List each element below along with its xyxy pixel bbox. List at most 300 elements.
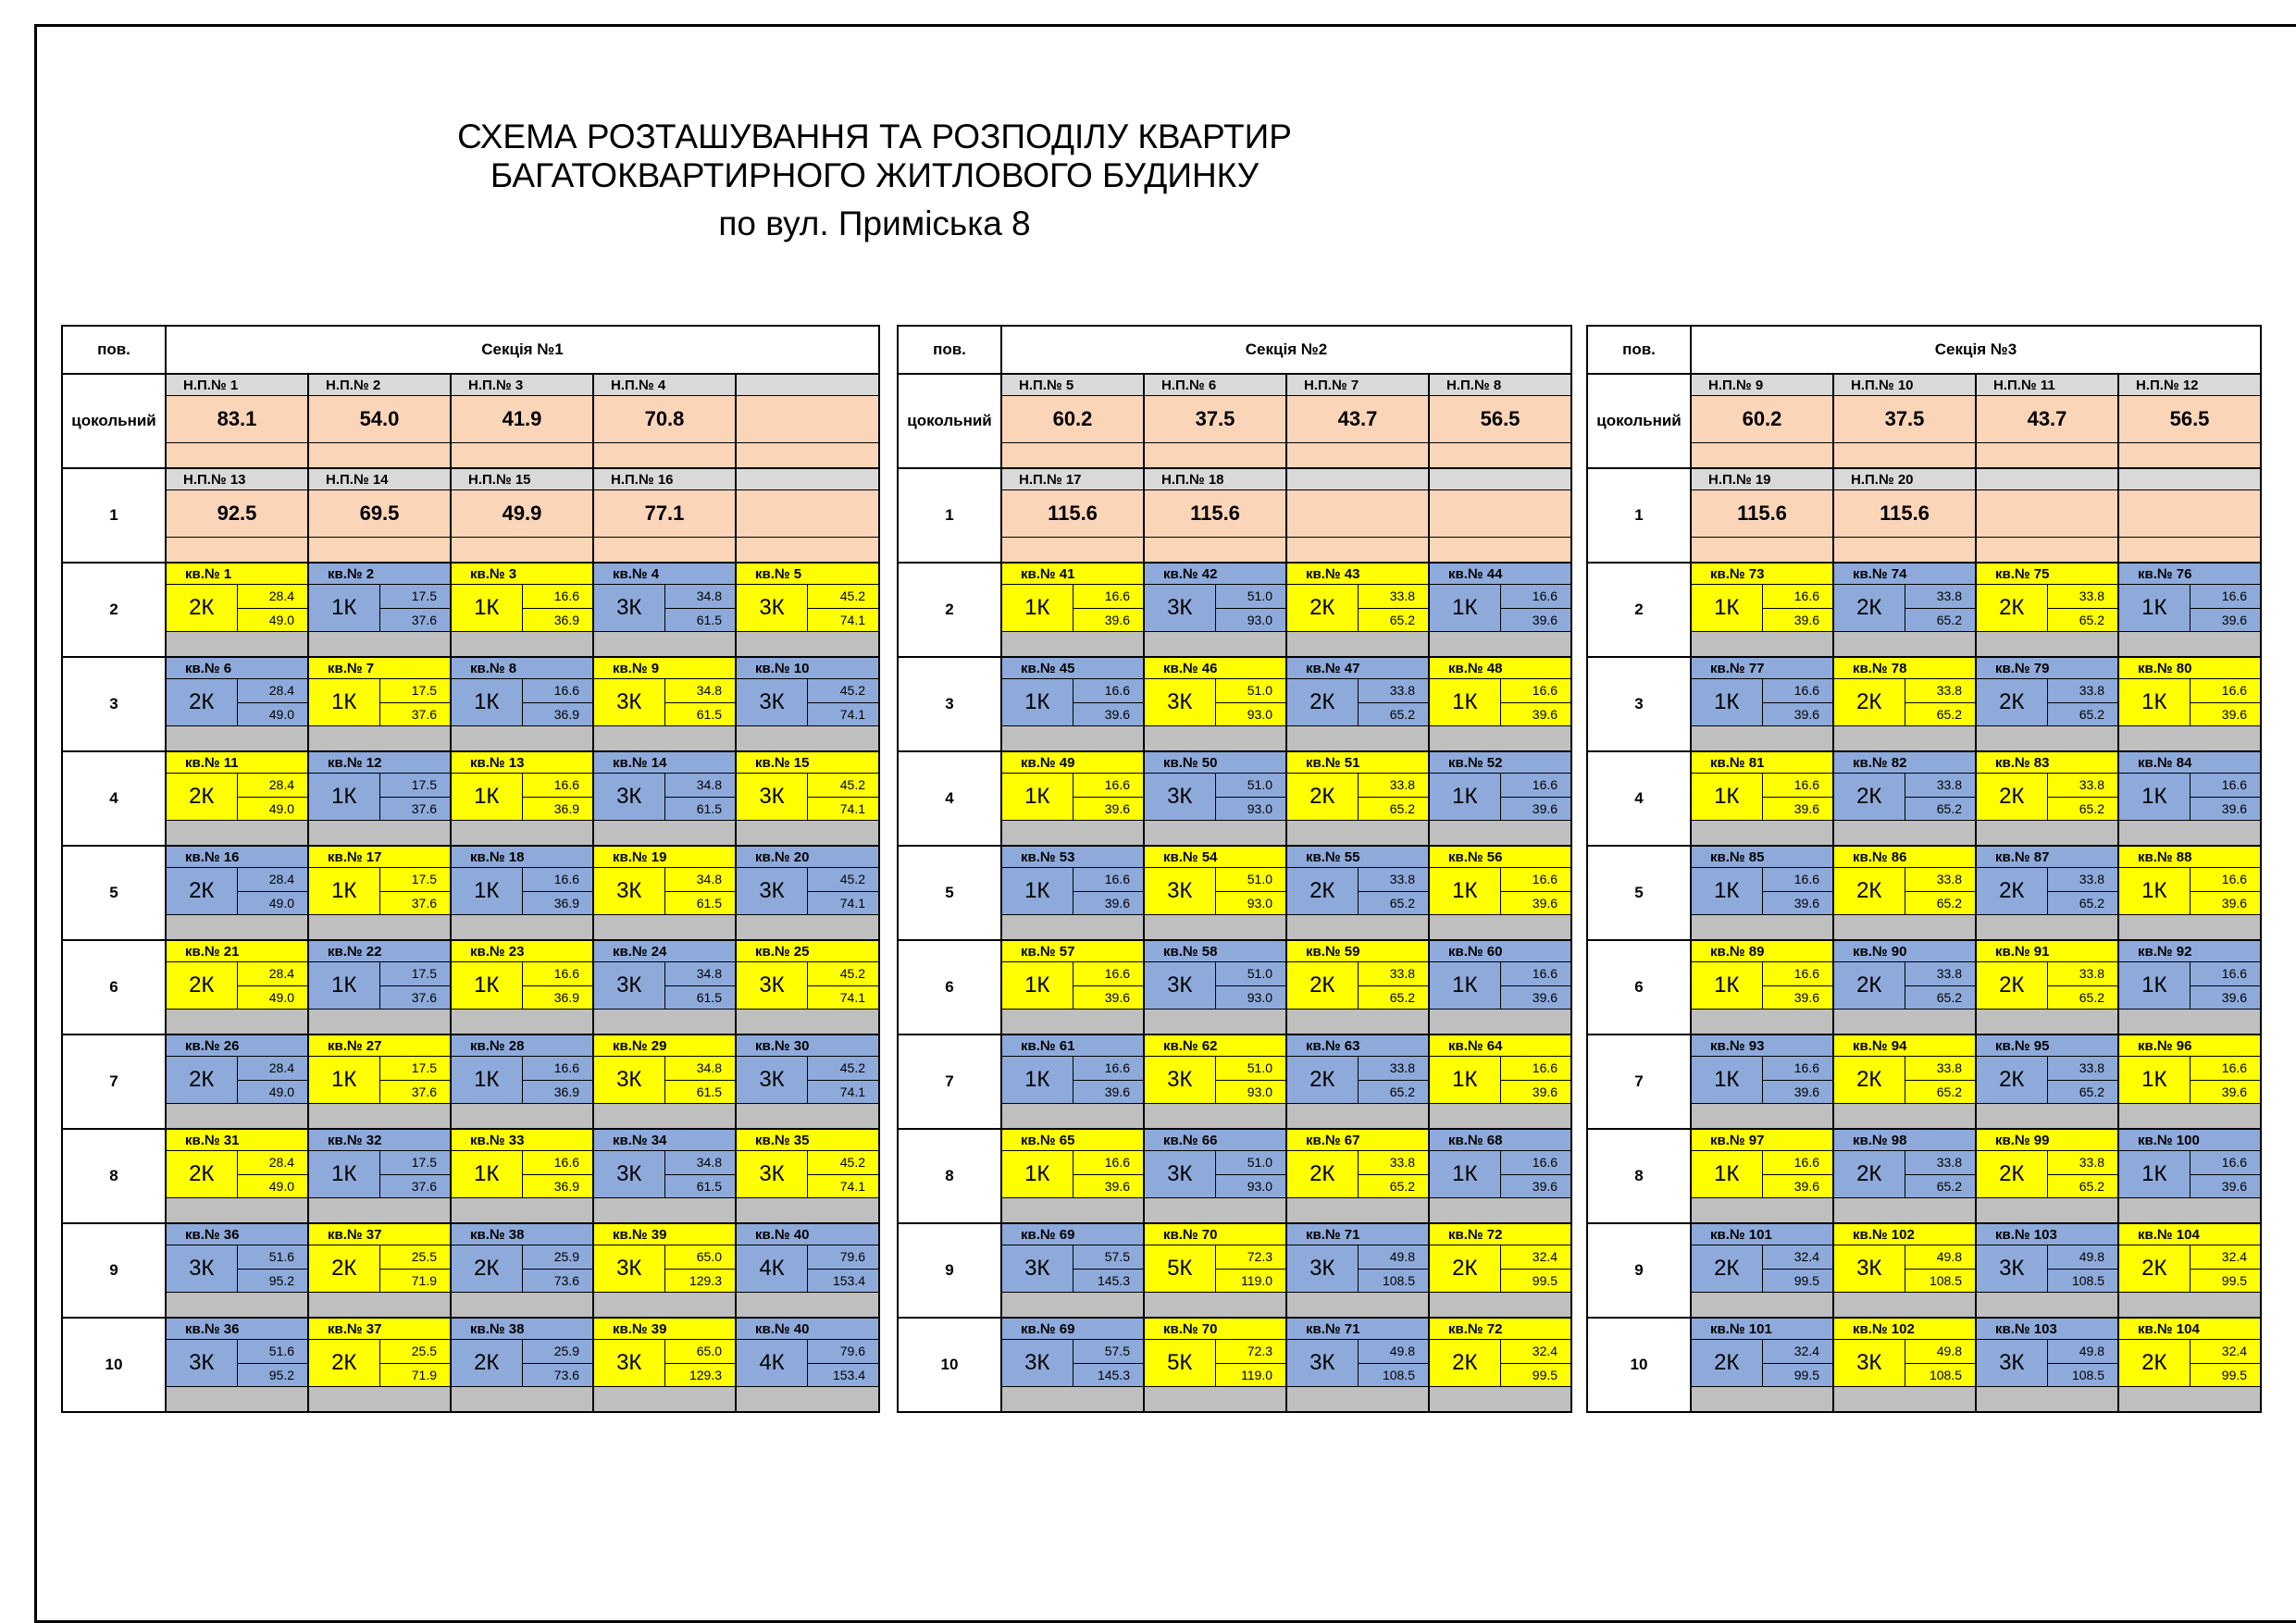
apartment-cell[interactable]	[1976, 1318, 2118, 1412]
total-area: 39.6	[2221, 1084, 2248, 1099]
total-area: 39.6	[1532, 1178, 1558, 1194]
section-title: Секція №3	[1691, 326, 2261, 374]
apartment-footer	[594, 1104, 735, 1128]
apartment-cell[interactable]	[1429, 940, 1571, 1035]
apartment-cell[interactable]	[1001, 1129, 1144, 1223]
apartment-footer	[1287, 632, 1428, 656]
apartment-cell[interactable]	[166, 1223, 308, 1318]
apartment-cell[interactable]	[1833, 657, 1976, 751]
living-area: 51.0	[1216, 1057, 1286, 1081]
living-area: 16.6	[1074, 1151, 1144, 1175]
apartment-cell[interactable]	[736, 657, 879, 751]
apartment-cell[interactable]	[736, 1318, 879, 1412]
apartment-number: кв.№ 48	[1430, 658, 1570, 679]
apartment-cell[interactable]	[166, 1129, 308, 1223]
apartment-cell[interactable]	[308, 1035, 451, 1129]
np-area: 54.0	[309, 396, 450, 443]
apartment-number: кв.№ 77	[1692, 658, 1832, 679]
apartment-areas	[1216, 774, 1286, 820]
apartment-type: 2К	[167, 1151, 238, 1197]
apartment-cell[interactable]	[308, 563, 451, 657]
apartment-cell[interactable]	[736, 1035, 879, 1129]
apartment-cell[interactable]	[1429, 1318, 1571, 1412]
apartment-cell[interactable]	[1833, 1223, 1976, 1318]
apartment-areas	[1763, 1340, 1833, 1386]
apartment-footer	[1145, 1198, 1285, 1222]
living-area: 17.5	[380, 962, 451, 986]
apartment-info	[1692, 1340, 1832, 1387]
apartment-cell[interactable]	[1144, 657, 1286, 751]
apartment-type: 2К	[1692, 1245, 1763, 1292]
apartment-areas	[2048, 1245, 2118, 1292]
total-area: 74.1	[839, 800, 865, 816]
living-area: 33.8	[2048, 679, 2118, 703]
apartment-cell[interactable]	[1976, 1223, 2118, 1318]
apartment-cell[interactable]	[308, 940, 451, 1035]
apartment-info	[2119, 1057, 2260, 1104]
apartment-number: кв.№ 88	[2119, 847, 2260, 868]
apartment-info	[1692, 585, 1832, 632]
apartment-info	[452, 1057, 592, 1104]
apartment-cell[interactable]	[1976, 1035, 2118, 1129]
apartment-cell[interactable]	[736, 1223, 879, 1318]
apartment-areas	[2191, 679, 2261, 725]
apartment-areas	[808, 679, 878, 725]
apartment-info	[594, 962, 735, 1010]
apartment-cell[interactable]	[2118, 751, 2261, 846]
apartment-type: 1К	[1002, 962, 1074, 1009]
apartment-number: кв.№ 42	[1145, 564, 1285, 585]
total-area: 74.1	[839, 1178, 865, 1194]
living-area: 16.6	[1763, 868, 1833, 892]
apartment-info	[1145, 1151, 1285, 1198]
np-number: Н.П.№ 2	[309, 375, 450, 396]
apartment-type: 3К	[594, 962, 665, 1009]
living-area: 34.8	[665, 585, 736, 609]
apartment-info	[737, 774, 878, 821]
total-area: 49.0	[268, 989, 294, 1005]
apartment-cell[interactable]	[166, 846, 308, 940]
apartment-type: 3К	[594, 868, 665, 914]
apartment-footer	[1002, 1387, 1143, 1411]
apartment-number: кв.№ 104	[2119, 1224, 2260, 1245]
living-area: 16.6	[1074, 774, 1144, 798]
apartment-type: 3К	[737, 585, 808, 631]
apartment-areas	[2048, 1057, 2118, 1103]
apartment-cell[interactable]	[1976, 1129, 2118, 1223]
living-area: 45.2	[808, 962, 878, 986]
apartment-type: 2К	[167, 962, 238, 1009]
apartment-cell[interactable]	[1429, 1035, 1571, 1129]
np-footer	[309, 538, 450, 562]
apartment-cell[interactable]	[1001, 1318, 1144, 1412]
apartment-footer	[737, 915, 878, 939]
apartment-cell[interactable]	[166, 940, 308, 1035]
apartment-cell[interactable]	[166, 1035, 308, 1129]
apartment-number: кв.№ 82	[1834, 752, 1975, 774]
living-area: 17.5	[380, 1057, 451, 1081]
apartment-areas	[1216, 585, 1286, 631]
apartment-cell[interactable]	[1976, 563, 2118, 657]
apartment-type: 3К	[1002, 1245, 1074, 1292]
apartment-cell[interactable]	[1286, 1318, 1429, 1412]
apartment-info	[1145, 1245, 1285, 1293]
non-residential-cell	[593, 468, 736, 563]
apartment-cell[interactable]	[451, 846, 593, 940]
apartment-cell[interactable]	[1001, 940, 1144, 1035]
np-number: Н.П.№ 1	[167, 375, 307, 396]
apartment-cell[interactable]	[1286, 1035, 1429, 1129]
non-residential-cell	[1833, 468, 1976, 563]
total-area: 36.9	[553, 1178, 579, 1194]
apartment-number: кв.№ 27	[309, 1035, 450, 1057]
total-area: 49.0	[268, 895, 294, 911]
apartment-info	[309, 1245, 450, 1293]
living-area: 79.6	[808, 1340, 878, 1364]
living-area: 16.6	[2191, 868, 2261, 892]
apartment-cell[interactable]	[1691, 751, 1833, 846]
apartment-cell[interactable]	[1833, 1035, 1976, 1129]
apartment-cell[interactable]	[1691, 1318, 1833, 1412]
apartment-cell[interactable]	[1144, 1318, 1286, 1412]
apartment-info	[167, 868, 307, 915]
apartment-cell[interactable]	[451, 657, 593, 751]
living-area: 16.6	[1501, 1151, 1571, 1175]
floor-label: 7	[1587, 1035, 1691, 1129]
living-area: 32.4	[1763, 1245, 1833, 1270]
apartment-number: кв.№ 95	[1977, 1035, 2117, 1057]
apartment-footer	[594, 1293, 735, 1317]
apartment-cell[interactable]	[1429, 657, 1571, 751]
apartment-number: кв.№ 38	[452, 1224, 592, 1245]
apartment-cell[interactable]	[308, 657, 451, 751]
total-area: 93.0	[1247, 706, 1272, 722]
total-area: 93.0	[1247, 989, 1272, 1005]
apartment-cell[interactable]	[1429, 846, 1571, 940]
apartment-footer	[1430, 1293, 1570, 1317]
apartment-cell[interactable]	[451, 563, 593, 657]
apartment-cell[interactable]	[2118, 1129, 2261, 1223]
apartment-cell[interactable]	[593, 1129, 736, 1223]
floor-label: 9	[898, 1223, 1001, 1318]
apartment-cell[interactable]	[451, 1035, 593, 1129]
np-number: Н.П.№ 16	[594, 469, 735, 490]
apartment-cell[interactable]	[1691, 846, 1833, 940]
apartment-cell[interactable]	[736, 1129, 879, 1223]
apartment-footer	[1692, 726, 1832, 750]
apartment-cell[interactable]	[593, 751, 736, 846]
living-area: 49.8	[1359, 1340, 1429, 1364]
apartment-cell[interactable]	[1691, 940, 1833, 1035]
apartment-type: 3К	[737, 679, 808, 725]
apartment-areas	[665, 1151, 736, 1197]
apartment-number: кв.№ 39	[594, 1224, 735, 1245]
apartment-areas	[808, 1057, 878, 1103]
apartment-areas	[2048, 1340, 2118, 1386]
apartment-cell[interactable]	[593, 846, 736, 940]
apartment-cell[interactable]	[1144, 751, 1286, 846]
apartment-cell[interactable]	[1833, 1318, 1976, 1412]
living-area: 34.8	[665, 1057, 736, 1081]
apartment-footer	[1692, 1198, 1832, 1222]
floor-label: 1	[62, 468, 166, 563]
apartment-areas	[808, 585, 878, 631]
apartment-number: кв.№ 97	[1692, 1130, 1832, 1151]
apartment-cell[interactable]	[1286, 563, 1429, 657]
apartment-info	[1430, 962, 1570, 1010]
apartment-type: 3К	[594, 1057, 665, 1103]
apartment-info	[737, 679, 878, 726]
apartment-cell[interactable]	[1691, 1035, 1833, 1129]
apartment-cell[interactable]	[1976, 657, 2118, 751]
apartment-info	[2119, 1151, 2260, 1198]
living-area: 28.4	[238, 868, 308, 892]
apartment-cell[interactable]	[736, 846, 879, 940]
apartment-number: кв.№ 58	[1145, 941, 1285, 962]
apartment-cell[interactable]	[1144, 1129, 1286, 1223]
apartment-cell[interactable]	[2118, 657, 2261, 751]
living-area: 45.2	[808, 1057, 878, 1081]
non-residential-cell	[736, 468, 879, 563]
apartment-areas	[523, 1057, 593, 1103]
apartment-cell[interactable]	[1001, 1035, 1144, 1129]
apartment-number: кв.№ 90	[1834, 941, 1975, 962]
apartment-cell[interactable]	[1429, 1129, 1571, 1223]
apartment-cell[interactable]	[308, 1318, 451, 1412]
apartment-cell[interactable]	[1691, 563, 1833, 657]
apartment-cell[interactable]	[593, 1035, 736, 1129]
total-area: 39.6	[1104, 989, 1130, 1005]
apartment-cell[interactable]	[736, 563, 879, 657]
floor-label: 5	[62, 846, 166, 940]
living-area: 34.8	[665, 868, 736, 892]
living-area: 16.6	[523, 774, 593, 798]
apartment-cell[interactable]	[308, 1129, 451, 1223]
apartment-cell[interactable]	[1001, 1223, 1144, 1318]
apartment-cell[interactable]	[308, 1223, 451, 1318]
np-number: Н.П.№ 8	[1430, 375, 1570, 396]
apartment-info	[309, 962, 450, 1010]
apartment-number: кв.№ 35	[737, 1130, 878, 1151]
np-footer	[2119, 538, 2260, 562]
apartment-type: 2К	[1287, 868, 1359, 914]
np-area: 56.5	[1430, 396, 1570, 443]
floor-label: 9	[1587, 1223, 1691, 1318]
apartment-cell[interactable]	[451, 1318, 593, 1412]
apartment-type: 2К	[1287, 1151, 1359, 1197]
apartment-type: 1К	[2119, 1057, 2191, 1103]
apartment-cell[interactable]	[1144, 846, 1286, 940]
apartment-cell[interactable]	[166, 563, 308, 657]
apartment-cell[interactable]	[1833, 563, 1976, 657]
apartment-type: 1К	[2119, 962, 2191, 1009]
apartment-areas	[1216, 1057, 1286, 1103]
total-area: 99.5	[1532, 1367, 1558, 1382]
np-number: Н.П.№ 19	[1692, 469, 1832, 490]
apartment-cell[interactable]	[308, 846, 451, 940]
apartment-type: 3К	[1287, 1340, 1359, 1386]
apartment-cell[interactable]	[1001, 657, 1144, 751]
apartment-footer	[452, 1010, 592, 1034]
apartment-cell[interactable]	[1286, 940, 1429, 1035]
living-area: 51.6	[238, 1340, 308, 1364]
apartment-type: 1К	[452, 679, 523, 725]
apartment-cell[interactable]	[1976, 940, 2118, 1035]
apartment-cell[interactable]	[451, 751, 593, 846]
apartment-areas	[1763, 962, 1833, 1009]
apartment-cell[interactable]	[593, 1318, 736, 1412]
apartment-number: кв.№ 85	[1692, 847, 1832, 868]
apartment-info	[1430, 1151, 1570, 1198]
np-number: Н.П.№ 4	[594, 375, 735, 396]
living-area: 33.8	[2048, 962, 2118, 986]
apartment-info	[452, 962, 592, 1010]
apartment-cell[interactable]	[1833, 940, 1976, 1035]
apartment-type: 2К	[1834, 679, 1905, 725]
apartment-footer	[737, 821, 878, 845]
apartment-cell[interactable]	[1001, 563, 1144, 657]
apartment-type: 3К	[1977, 1245, 2048, 1292]
apartment-cell[interactable]	[593, 1223, 736, 1318]
apartment-footer	[1977, 1010, 2117, 1034]
apartment-cell[interactable]	[593, 657, 736, 751]
np-number-empty	[1430, 469, 1570, 490]
living-area: 16.6	[523, 962, 593, 986]
apartment-cell[interactable]	[2118, 1035, 2261, 1129]
apartment-cell[interactable]	[451, 1129, 593, 1223]
living-area: 51.0	[1216, 679, 1286, 703]
total-area: 36.9	[553, 706, 579, 722]
total-area: 61.5	[696, 1178, 722, 1194]
living-area: 33.8	[1905, 679, 1976, 703]
apartment-footer	[1834, 821, 1975, 845]
apartment-footer	[1692, 1104, 1832, 1128]
total-area: 36.9	[553, 895, 579, 911]
living-area: 25.5	[380, 1340, 451, 1364]
apartment-areas	[1763, 1057, 1833, 1103]
apartment-footer	[737, 632, 878, 656]
apartment-footer	[1145, 915, 1285, 939]
apartment-type: 3К	[1834, 1245, 1905, 1292]
apartment-cell[interactable]	[1286, 657, 1429, 751]
apartment-cell[interactable]	[1691, 1223, 1833, 1318]
apartment-cell[interactable]	[593, 563, 736, 657]
apartment-footer	[1287, 1198, 1428, 1222]
apartment-footer	[1977, 726, 2117, 750]
apartment-cell[interactable]	[2118, 940, 2261, 1035]
apartment-cell[interactable]	[1144, 1223, 1286, 1318]
apartment-footer	[1834, 632, 1975, 656]
apartment-number: кв.№ 3	[452, 564, 592, 585]
apartment-footer	[167, 1104, 307, 1128]
apartment-cell[interactable]	[1976, 751, 2118, 846]
apartment-type: 1К	[1692, 585, 1763, 631]
apartment-cell[interactable]	[1286, 846, 1429, 940]
apartment-number: кв.№ 55	[1287, 847, 1428, 868]
apartment-cell[interactable]	[1144, 563, 1286, 657]
apartment-cell[interactable]	[1429, 563, 1571, 657]
apartment-type: 2К	[1834, 585, 1905, 631]
apartment-cell[interactable]	[2118, 1223, 2261, 1318]
total-area: 99.5	[2221, 1367, 2248, 1382]
apartment-footer	[2119, 1010, 2260, 1034]
non-residential-cell	[1286, 374, 1429, 468]
apartment-cell[interactable]	[1429, 1223, 1571, 1318]
apartment-cell[interactable]	[451, 1223, 593, 1318]
living-area: 33.8	[2048, 1057, 2118, 1081]
apartment-number: кв.№ 100	[2119, 1130, 2260, 1151]
apartment-number: кв.№ 61	[1002, 1035, 1143, 1057]
apartment-info	[1002, 774, 1143, 821]
apartment-areas	[1359, 774, 1429, 820]
apartment-cell[interactable]	[2118, 1318, 2261, 1412]
apartment-number: кв.№ 71	[1287, 1224, 1428, 1245]
apartment-cell[interactable]	[1144, 1035, 1286, 1129]
apartment-cell[interactable]	[1429, 751, 1571, 846]
apartment-cell[interactable]	[2118, 846, 2261, 940]
living-area: 16.6	[1501, 962, 1571, 986]
apartment-cell[interactable]	[1286, 751, 1429, 846]
apartment-info	[1692, 962, 1832, 1010]
apartment-info	[594, 1245, 735, 1293]
apartment-cell[interactable]	[736, 751, 879, 846]
apartment-info	[167, 1245, 307, 1293]
apartment-cell[interactable]	[1144, 940, 1286, 1035]
apartment-cell[interactable]	[1833, 846, 1976, 940]
apartment-type: 1К	[1002, 1151, 1074, 1197]
apartment-cell[interactable]	[166, 1318, 308, 1412]
apartment-number: кв.№ 76	[2119, 564, 2260, 585]
apartment-type: 2К	[2119, 1245, 2191, 1292]
apartment-cell[interactable]	[1286, 1223, 1429, 1318]
apartment-footer	[1977, 1104, 2117, 1128]
apartment-cell[interactable]	[1001, 751, 1144, 846]
apartment-cell[interactable]	[1286, 1129, 1429, 1223]
apartment-cell[interactable]	[166, 657, 308, 751]
apartment-type: 3К	[1002, 1340, 1074, 1386]
apartment-cell[interactable]	[1691, 1129, 1833, 1223]
living-area: 51.0	[1216, 868, 1286, 892]
np-area: 83.1	[167, 396, 307, 443]
apartment-cell[interactable]	[166, 751, 308, 846]
total-area: 65.2	[1936, 1084, 1962, 1099]
apartment-cell[interactable]	[1001, 846, 1144, 940]
apartment-cell[interactable]	[308, 751, 451, 846]
apartment-cell[interactable]	[1976, 846, 2118, 940]
apartment-cell[interactable]	[1833, 1129, 1976, 1223]
living-area: 49.8	[2048, 1245, 2118, 1270]
non-residential-cell	[451, 374, 593, 468]
apartment-cell[interactable]	[1833, 751, 1976, 846]
non-residential-cell	[308, 468, 451, 563]
total-area: 37.6	[411, 800, 437, 816]
apartment-cell[interactable]	[2118, 563, 2261, 657]
apartment-areas	[1763, 1245, 1833, 1292]
apartment-cell[interactable]	[1691, 657, 1833, 751]
apartment-cell[interactable]	[451, 940, 593, 1035]
apartment-type: 2К	[167, 585, 238, 631]
np-footer	[167, 443, 307, 467]
total-area: 65.2	[1936, 1178, 1962, 1194]
apartment-number: кв.№ 41	[1002, 564, 1143, 585]
apartment-cell[interactable]	[736, 940, 879, 1035]
apartment-cell[interactable]	[593, 940, 736, 1035]
apartment-number: кв.№ 10	[737, 658, 878, 679]
apartment-info	[309, 1057, 450, 1104]
apartment-type: 1К	[1430, 774, 1501, 820]
apartment-number: кв.№ 16	[167, 847, 307, 868]
apartment-footer	[737, 1010, 878, 1034]
